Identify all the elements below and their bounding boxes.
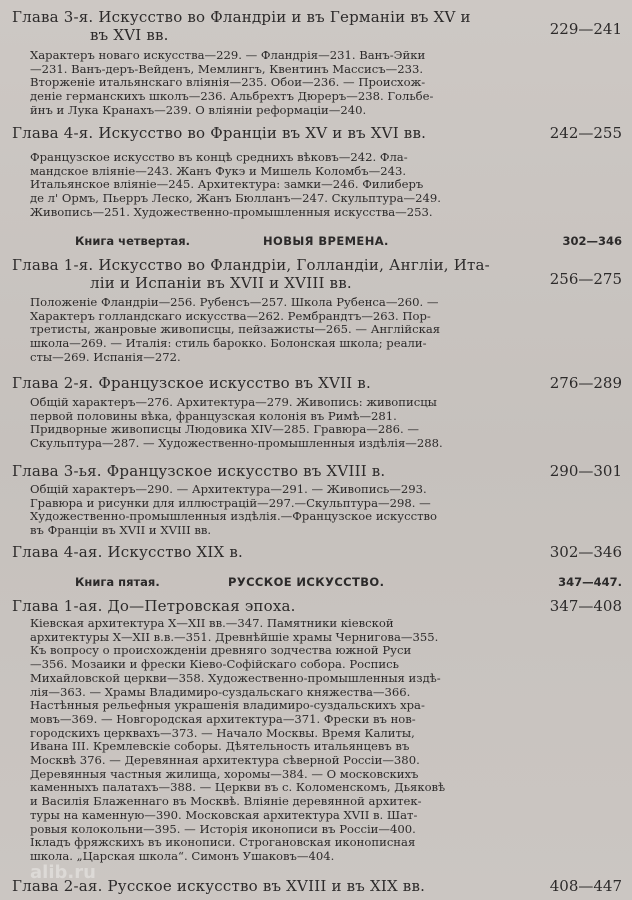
summary-line: городскихъ церквахъ—373. — Начало Москвы. Время Калиты, bbox=[30, 725, 415, 740]
book-title: НОВЫЯ ВРЕМЕНА. bbox=[263, 234, 389, 248]
book-page-range: 347—447. bbox=[558, 575, 622, 589]
summary-line: мовъ—369. — Новгородская архитектура—371. Фрески въ нов- bbox=[30, 711, 416, 726]
summary-line: мандское вліяніе—243. Жанъ Фукэ и Мишель Коломбъ—243. bbox=[30, 163, 407, 178]
summary-line: въ Франціи въ XVII и XVIII вв. bbox=[30, 523, 212, 538]
summary-line: Гравюра и рисунки для иллюстрацій—297.—Скульптура—298. — bbox=[30, 495, 431, 510]
summary-line: Художественно-промышленныя издѣлія.—Французское искусство bbox=[30, 509, 438, 524]
summary-line: Характеръ новаго искусства—229. — Фландрія—231. Ванъ-Эйки bbox=[30, 48, 426, 62]
chapter-title-line1: Глава 1-я. Искусство во Фландріи, Голландіи, Англіи, Ита- bbox=[12, 256, 490, 274]
summary-line: Общій характеръ—276. Архитектура—279. Живопись: живописцы bbox=[30, 395, 437, 409]
summary-line: ровыя колокольни—395. — Исторія иконописи въ Россіи—400. bbox=[30, 821, 416, 836]
chapter-title-line1: Глава 2-ая. Русское искусство въ XVIII и въ XIX вв. bbox=[12, 877, 426, 895]
chapter-title-line1: Глава 1-ая. До—Петровская эпоха. bbox=[12, 597, 296, 615]
page-range: 290—301 bbox=[549, 462, 622, 480]
summary-line: Ивана III. Кремлевскіе соборы. Дѣятельность итальянцевъ въ bbox=[30, 739, 410, 754]
book-title: РУССКОЕ ИСКУССТВО. bbox=[228, 575, 385, 589]
chapter-title-line2: въ XVI вв. bbox=[90, 26, 169, 44]
summary-line: архитектуры X—XII в.в.—351. Древнѣйшіе храмы Чернигова—355. bbox=[30, 629, 439, 644]
chapter-summary bbox=[30, 296, 530, 365]
chapter-heading bbox=[12, 256, 522, 292]
summary-line: Характеръ голландскаго искусства—262. Рембрандтъ—263. Пор- bbox=[30, 308, 431, 323]
summary-line: Михайловской церкви—358. Художественно-промышленныя издѣ- bbox=[30, 670, 441, 685]
summary-line: Кіевская архитектура X—XII вв.—347. Памятники кіевской bbox=[30, 616, 394, 630]
summary-line: лія—363. — Храмы Владимиро-суздальскаго княжества—366. bbox=[30, 684, 411, 699]
summary-line: Москвѣ 376. — Деревянная архитектура сѣверной Россіи—380. bbox=[30, 753, 420, 768]
chapter-heading bbox=[12, 374, 522, 392]
summary-line: каменныхъ палатахъ—388. — Церкви въ с. Коломенскомъ, Дьяковѣ bbox=[30, 780, 446, 795]
summary-line: Ікладъ фряжскихъ въ иконописи. Строгановская иконописная bbox=[30, 835, 416, 850]
chapter-summary bbox=[30, 49, 530, 118]
summary-line: третисты, жанровые живописцы, пейзажисты—265. — Англійская bbox=[30, 322, 441, 337]
chapter-title-line2: ліи и Испаніи въ XVII и XVIII вв. bbox=[90, 274, 352, 292]
summary-line: деніе германскихъ школъ—236. Альбрехтъ Дюреръ—238. Гольбе- bbox=[30, 89, 434, 104]
chapter-heading bbox=[12, 543, 522, 561]
chapter-title-line1: Глава 3-я. Искусство во Фландріи и въ Германіи въ XV и bbox=[12, 8, 471, 26]
chapter-title-line1: Глава 2-я. Французское искусство въ XVII в. bbox=[12, 374, 371, 392]
book-label: Книга пятая. bbox=[75, 575, 160, 589]
chapter-heading bbox=[12, 597, 522, 615]
summary-line: школа—269. — Италія: стиль барокко. Болонская школа; реали- bbox=[30, 336, 427, 351]
summary-line: Общій характеръ—290. — Архитектура—291. — Живопись—293. bbox=[30, 482, 427, 496]
summary-line: Настѣнныя рельефныя украшенія владимиро-суздальскихъ хра- bbox=[30, 698, 425, 713]
chapter-title-line1: Глава 4-ая. Искусство XIX в. bbox=[12, 543, 244, 561]
page-range: 242—255 bbox=[549, 124, 622, 142]
summary-line: и Василія Блаженнаго въ Москвѣ. Вліяніе деревянной архитек- bbox=[30, 794, 422, 809]
summary-line: туры на каменную—390. Московская архитектура XVII в. Шат- bbox=[30, 807, 418, 822]
book-label: Книга четвертая. bbox=[75, 234, 191, 248]
book-page-range: 302—346 bbox=[562, 234, 622, 248]
summary-line: —231. Ванъ-деръ-Вейденъ, Мемлингъ, Квентинъ Массисъ—233. bbox=[30, 61, 424, 76]
page-range: 302—346 bbox=[549, 543, 622, 561]
summary-line: —356. Мозаики и фрески Кіево-Софійскаго собора. Роспись bbox=[30, 657, 399, 672]
page-range: 229—241 bbox=[549, 20, 622, 38]
summary-line: Французское искусство въ концѣ среднихъ вѣковъ—242. Фла- bbox=[30, 150, 408, 164]
chapter-heading bbox=[12, 124, 522, 142]
summary-line: школа. „Царская школа“. Симонъ Ушаковъ—404. bbox=[30, 848, 335, 863]
summary-line: первой половины вѣка, французская колонія въ Римѣ—281. bbox=[30, 408, 397, 423]
page-range: 408—447 bbox=[549, 877, 622, 895]
page-range: 276—289 bbox=[549, 374, 622, 392]
summary-line: де л' Ормъ, Пьерръ Леско, Жанъ Бюлланъ—247. Скульптура—249. bbox=[30, 191, 441, 206]
summary-line: йнъ и Лука Кранахъ—239. О вліяніи реформаціи—240. bbox=[30, 102, 367, 117]
summary-line: Вторженіе итальянскаго вліянія—235. Обои—236. — Происхож- bbox=[30, 75, 426, 90]
summary-line: Итальянское вліяніе—245. Архитектура: замки—246. Филиберъ bbox=[30, 177, 424, 192]
chapter-heading bbox=[12, 8, 522, 44]
summary-line: Придворные живописцы Людовика XIV—285. Гравюра—286. — bbox=[30, 422, 419, 437]
chapter-heading bbox=[12, 462, 522, 480]
chapter-summary bbox=[30, 483, 530, 538]
watermark: alib.ru bbox=[30, 862, 96, 883]
chapter-title-line1: Глава 4-я. Искусство во Франціи въ XV и въ XVI вв. bbox=[12, 124, 427, 142]
summary-line: Положеніе Фландріи—256. Рубенсъ—257. Школа Рубенса—260. — bbox=[30, 295, 439, 309]
summary-line: Живопись—251. Художественно-промышленныя искусства—253. bbox=[30, 204, 433, 219]
chapter-summary bbox=[30, 617, 530, 864]
chapter-summary bbox=[30, 151, 530, 220]
summary-line: Деревянныя частныя жилища, хоромы—384. — О московскихъ bbox=[30, 766, 419, 781]
summary-line: сты—269. Испанія—272. bbox=[30, 349, 181, 364]
page-range: 347—408 bbox=[549, 597, 622, 615]
chapter-title-line1: Глава 3-ья. Французское искусство въ XVIII в. bbox=[12, 462, 386, 480]
page-range: 256—275 bbox=[549, 270, 622, 288]
summary-line: Скульптура—287. — Художественно-промышленныя издѣлія—288. bbox=[30, 436, 443, 451]
summary-line: Къ вопросу о происхожденіи древняго зодчества южной Руси bbox=[30, 643, 412, 658]
chapter-summary bbox=[30, 396, 530, 451]
